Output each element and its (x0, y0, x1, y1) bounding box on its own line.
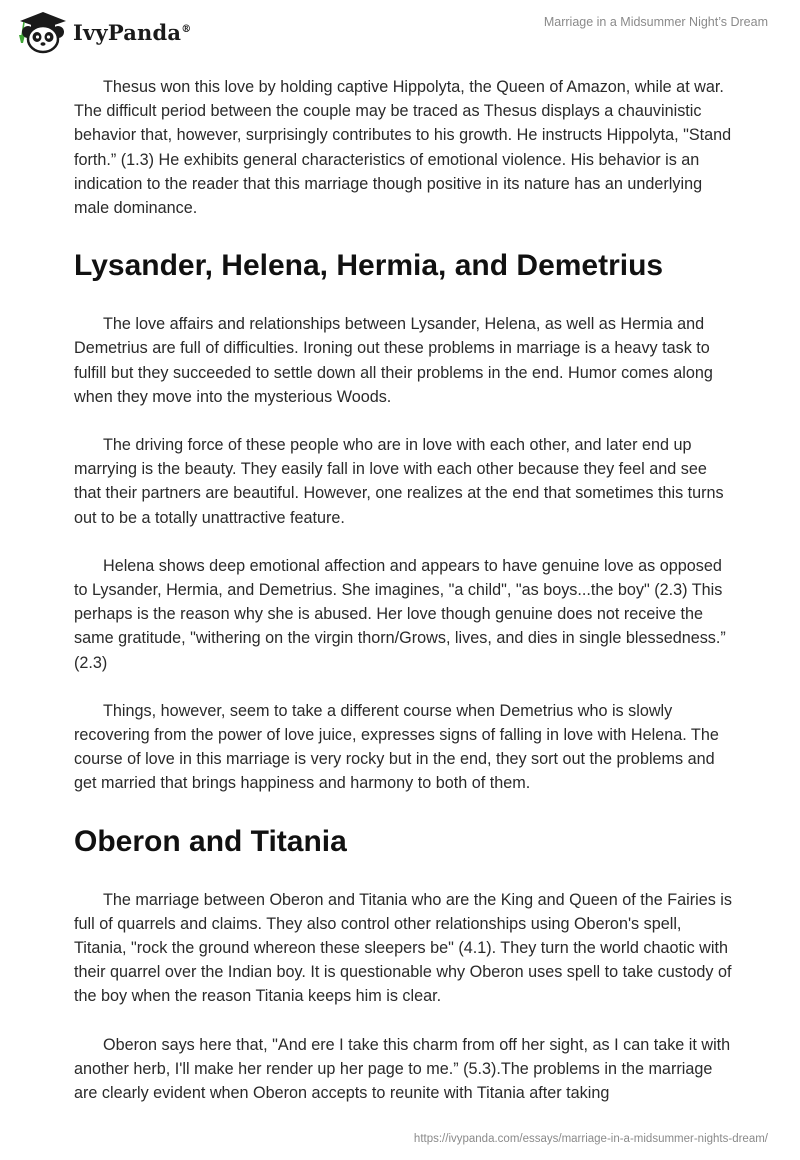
paragraph: The love affairs and relationships between Lysander, Helena, as well as Hermia and Demetrius are full of difficulties. Ironing out these problems in marriage is a heavy task to fulfill but they succeeded to settle down all their problems in the end. Humor comes along when they move into the mysterious Woods. (74, 315, 713, 406)
essay-body (74, 75, 734, 1129)
source-url[interactable]: https://ivypanda.com/essays/marriage-in-a-midsummer-nights-dream/ (413, 1133, 768, 1145)
document-title: Marriage in a Midsummer Night’s Dream (543, 15, 768, 29)
section-heading: Lysander, Helena, Hermia, and Demetrius (74, 249, 664, 283)
paragraph: The marriage between Oberon and Titania who are the King and Queen of the Fairies is full of quarrels and claims. They also control other relationships using Oberon's spell, Titania, "rock the ground whereon these sleepers be" (4.1). They turn the world chaotic with their quarrel over the Indian boy. It is questionable why Oberon uses spell to take custody of the boy when the reason Titania keeps him is clear. (74, 890, 732, 1006)
brand-name: IvyPanda® (73, 19, 192, 45)
paragraph: Oberon says here that, "And ere I take this charm from off her sight, as I can take it with another herb, I'll make her render up her page to me.” (5.3).The problems in the marriage are clearly evident when Oberon accepts to reunite with Titania after taking (74, 1035, 731, 1103)
paragraph: Thesus won this love by holding captive Hippolyta, the Queen of Amazon, while at war. The difficult period between the couple may be traced as Thesus displays a chauvinistic behavior that, however, surprisingly contributes to his growth. He instructs Hippolyta, "Stand forth.” (1.3) He exhibits general characteristics of emotional violence. His behavior is an indication to the reader that this marriage though positive in its nature has an underlying male dominance. (74, 78, 732, 218)
page-header (0, 0, 800, 70)
paragraph: Helena shows deep emotional affection and appears to have genuine love as opposed to Lysander, Hermia, and Demetrius. She imagines, "a child", "as boys...the boy" (2.3) This perhaps is the reason why she is abused. Her love though genuine does not receive the same gratitude, "withering on the virgin thorn/Grows, lives, and dies in single blessedness.” (2.3) (74, 556, 726, 672)
section-heading: Oberon and Titania (74, 824, 347, 858)
paragraph: The driving force of these people who are in love with each other, and later end up marrying is the beauty. They easily fall in love with each other because they feel and see that their partners are beautiful. However, one realizes at the end that sometimes this turns out to be a totally unattractive feature. (74, 436, 724, 527)
panda-graduate-icon (16, 10, 68, 54)
ivypanda-logo[interactable] (16, 10, 191, 54)
paragraph: Things, however, seem to take a different course when Demetrius who is slowly recovering from the power of love juice, expresses signs of falling in love with Helena. The course of love in this marriage is very rocky but in the end, they sort out the problems and get married that brings happiness and harmony to both of them. (74, 701, 719, 793)
